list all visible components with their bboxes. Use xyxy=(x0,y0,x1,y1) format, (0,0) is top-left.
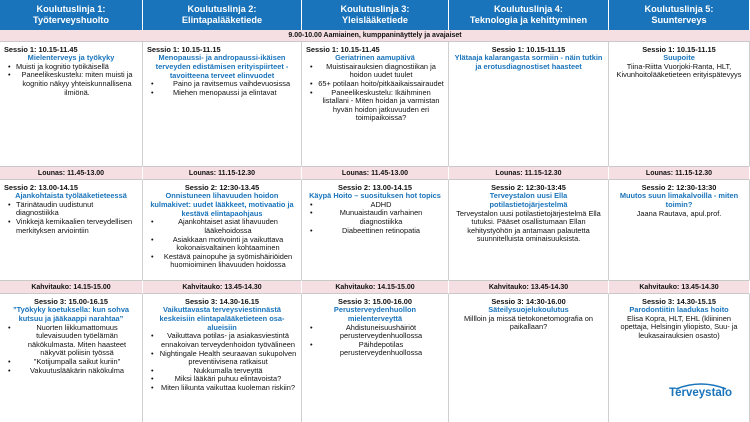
session-title: Perusterveydenhuollon mielenterveyttä xyxy=(333,305,417,323)
track-header: Koulutuslinja 1: Työterveyshuolto xyxy=(0,0,143,30)
coffee-break: Kahvitauko: 13.45-14.30 xyxy=(609,280,750,294)
session-text: Elisa Kopra, HLT, EHL (kliininen opettaja, Helsingin yliopisto, Suu- ja leukasairauksien osasto) xyxy=(620,313,738,340)
session-title: Vaikuttavasta terveysviestinnästä keskeisiin elintapalääketieteen osa-alueisiin xyxy=(159,305,285,332)
session-title: Ylätaaja kalarangasta sormiin - näin tutkin ja erotusdiagnostiset haasteet xyxy=(454,53,603,71)
coffee-break: Kahvitauko: 14.15-15.00 xyxy=(0,280,143,294)
coffee-break: Kahvitauko: 13.45-14.30 xyxy=(449,280,609,294)
session-cell xyxy=(302,294,449,422)
session-items: • Paino ja ravitsemus vaihdevuosissa • Miehen menopaussi ja elintavat xyxy=(147,80,297,97)
session-time: Sessio 3: 15.00-16.15 xyxy=(34,297,108,306)
terveystalo-logo: Terveystalo xyxy=(668,387,733,399)
track-header: Koulutuslinja 4: Teknologia ja kehittyminen xyxy=(449,0,609,30)
session-title: Geriatrinen aamupäivä xyxy=(335,53,415,62)
lunch-break: Lounas: 11.15-12.30 xyxy=(449,166,609,180)
session-title: Muutos suun limakalvoilla - miten toimin? xyxy=(619,191,739,209)
session-items: • Ajankohtaiset asiat lihavuuden lääkehoidossa • Asiakkaan motivointi ja vaikuttava kokonaisvaltainen kohtaaminen • Kestävä painopuhe ja syömishäiriöiden huomioiminen lihavuuden hoidossa xyxy=(147,218,297,270)
session-time: Sessio 2: 12:30-13:45 xyxy=(491,183,566,192)
track-header: Koulutuslinja 3: Yleislääketiede xyxy=(302,0,449,30)
session-time: Sessio 1: 10.15-11.15 xyxy=(491,45,566,54)
session-text: Terveystalon uusi potilastietojärjestelmä Ella tutuksi. Pääset osallistumaan Ellan kehitystyöhön ja antamaan palautetta suunnitelluista ominaisuuksista. xyxy=(456,208,601,244)
session-cell xyxy=(449,180,609,280)
session-items: • Muisti ja kognitio työikäisellä • Paneelikeskustelu: miten muisti ja kognitio näkyy yhteiskunnallisena ilmiönä. xyxy=(4,63,138,97)
session-title: Ajankohtaista työlääketieteessä xyxy=(15,191,127,200)
session-time: Sessio 3: 14.30-15.15 xyxy=(642,297,716,306)
session-time: Sessio 2: 13.00-14.15 xyxy=(4,183,78,192)
session-cell xyxy=(143,42,302,166)
session-time: Sessio 1: 10.15-11.45 xyxy=(4,45,78,54)
session-title: Terveystalon uusi Ella potilastietojärjestelmä xyxy=(489,191,568,209)
session-items: • Ahdistuneisuushäiriöt perusterveydenhuollossa • Päihdepotilas perusterveydenhuollossa xyxy=(306,324,444,358)
session-text: Tiina-Riitta Vuorjoki-Ranta, HLT, Kivunhoitolääketieteen erityispätevyys xyxy=(616,61,742,80)
session-title: Parodontiitin laadukas hoito xyxy=(629,305,729,314)
session-cell xyxy=(143,294,302,422)
session-title: Käypä Hoito – suosituksen hot topics xyxy=(309,191,441,200)
session-items: • Nuorten liikkumattomuus tulevaisuuden työelämän näkökulmasta. Miten haasteet näkyvät poliisin työssä • ”Kotijumpalla saikut kuriin” • Vakuutuslääkärin näkökulma xyxy=(4,324,138,376)
session-cell xyxy=(143,180,302,280)
track-header: Koulutuslinja 5: Suunterveys xyxy=(609,0,750,30)
session-cell xyxy=(449,294,609,422)
track-header: Koulutuslinja 2: Elintapalääketiede xyxy=(143,0,302,30)
session-time: Sessio 3: 14:30-16.00 xyxy=(491,297,566,306)
morning-bar: 9.00-10.00 Aamiainen, kumppaninäyttely ja avajaiset xyxy=(0,30,750,42)
session-title: Suupoite xyxy=(663,53,695,62)
session-time: Sessio 1: 10.15-11.15 xyxy=(642,45,716,54)
session-items: • Vaikuttava potilas- ja asiakasviestintä ennakoivan terveydenhoidon työvälineen • Nightingale Health seuraavan sukupolven preventiivisena ratkaisut • Nukkumalla terveyttä • Miksi lääkäri puhuu elintavoista? • Miten liikunta vaikuttaa kuoleman riskiin? xyxy=(147,332,297,392)
coffee-break: Kahvitauko: 13.45-14.30 xyxy=(143,280,302,294)
session-cell xyxy=(0,42,143,166)
session-time: Sessio 2: 13.00-14.15 xyxy=(338,183,412,192)
lunch-break: Lounas: 11.15-12.30 xyxy=(609,166,750,180)
session-time: Sessio 2: 12:30-13.45 xyxy=(184,183,260,192)
session-cell xyxy=(0,180,143,280)
session-text: Millloin ja missä tietokonetomografia on paikallaan? xyxy=(464,313,593,332)
session-text: Jaana Rautava, apul.prof. xyxy=(636,208,722,218)
lunch-break: Lounas: 11.45-13.00 xyxy=(302,166,449,180)
session-title: Menopaussi- ja andropaussi-ikäisen terveyden edistämisen erityispiirteet - tavoitteena terveet elinvuodet xyxy=(155,53,289,80)
coffee-break: Kahvitauko: 14.15-15.00 xyxy=(302,280,449,294)
session-time: Sessio 3: 15.00-16.00 xyxy=(338,297,412,306)
session-title: Säteilysuojelukoulutus xyxy=(488,305,569,314)
session-cell xyxy=(449,42,609,166)
session-title: Mielenterveys ja työkyky xyxy=(27,53,115,62)
session-time: Sessio 1: 10.15-11.15 xyxy=(147,45,221,54)
session-items: • Muistisairauksien diagnostiikan ja hoidon uudet tuulet • 65+ potilaan hoito/pitkäaikaissairaudet • Paneelikeskustelu: Ikäihminen listallani - Miten hoidan ja varmistan hyvän hoidon jatkuvuuden eri toimipaikoissa? xyxy=(306,63,444,123)
session-cell xyxy=(609,42,750,166)
lunch-break: Lounas: 11.15-12.30 xyxy=(143,166,302,180)
session-title: ”Työkyky koetuksella: kun sohva kutsuu ja jääkaappi narahtaa” xyxy=(12,305,130,323)
session-cell xyxy=(302,180,449,280)
session-time: Sessio 2: 12:30-13:30 xyxy=(641,183,717,192)
session-cell xyxy=(0,294,143,422)
session-cell xyxy=(609,180,750,280)
session-cell xyxy=(302,42,449,166)
session-items: • ADHD • Munuaistaudin varhainen diagnostiikka • Diabeettinen retinopatia xyxy=(306,201,444,235)
session-title: Onnistuneen lihavuuden hoidon kulmakivet: uudet lääkkeet, motivaatio ja kestävä elintapaohjaus xyxy=(150,191,294,218)
session-items: • Tärinätaudin uudistunut diagnostiikka • Vinkkejä kemikaalien terveydellisen merkityksen arviointiin xyxy=(4,201,138,235)
lunch-break: Lounas: 11.45-13.00 xyxy=(0,166,143,180)
session-cell xyxy=(609,294,750,422)
session-time: Sessio 3: 14.30-16.15 xyxy=(185,297,259,306)
session-time: Sessio 1: 10.15-11.45 xyxy=(306,45,380,54)
